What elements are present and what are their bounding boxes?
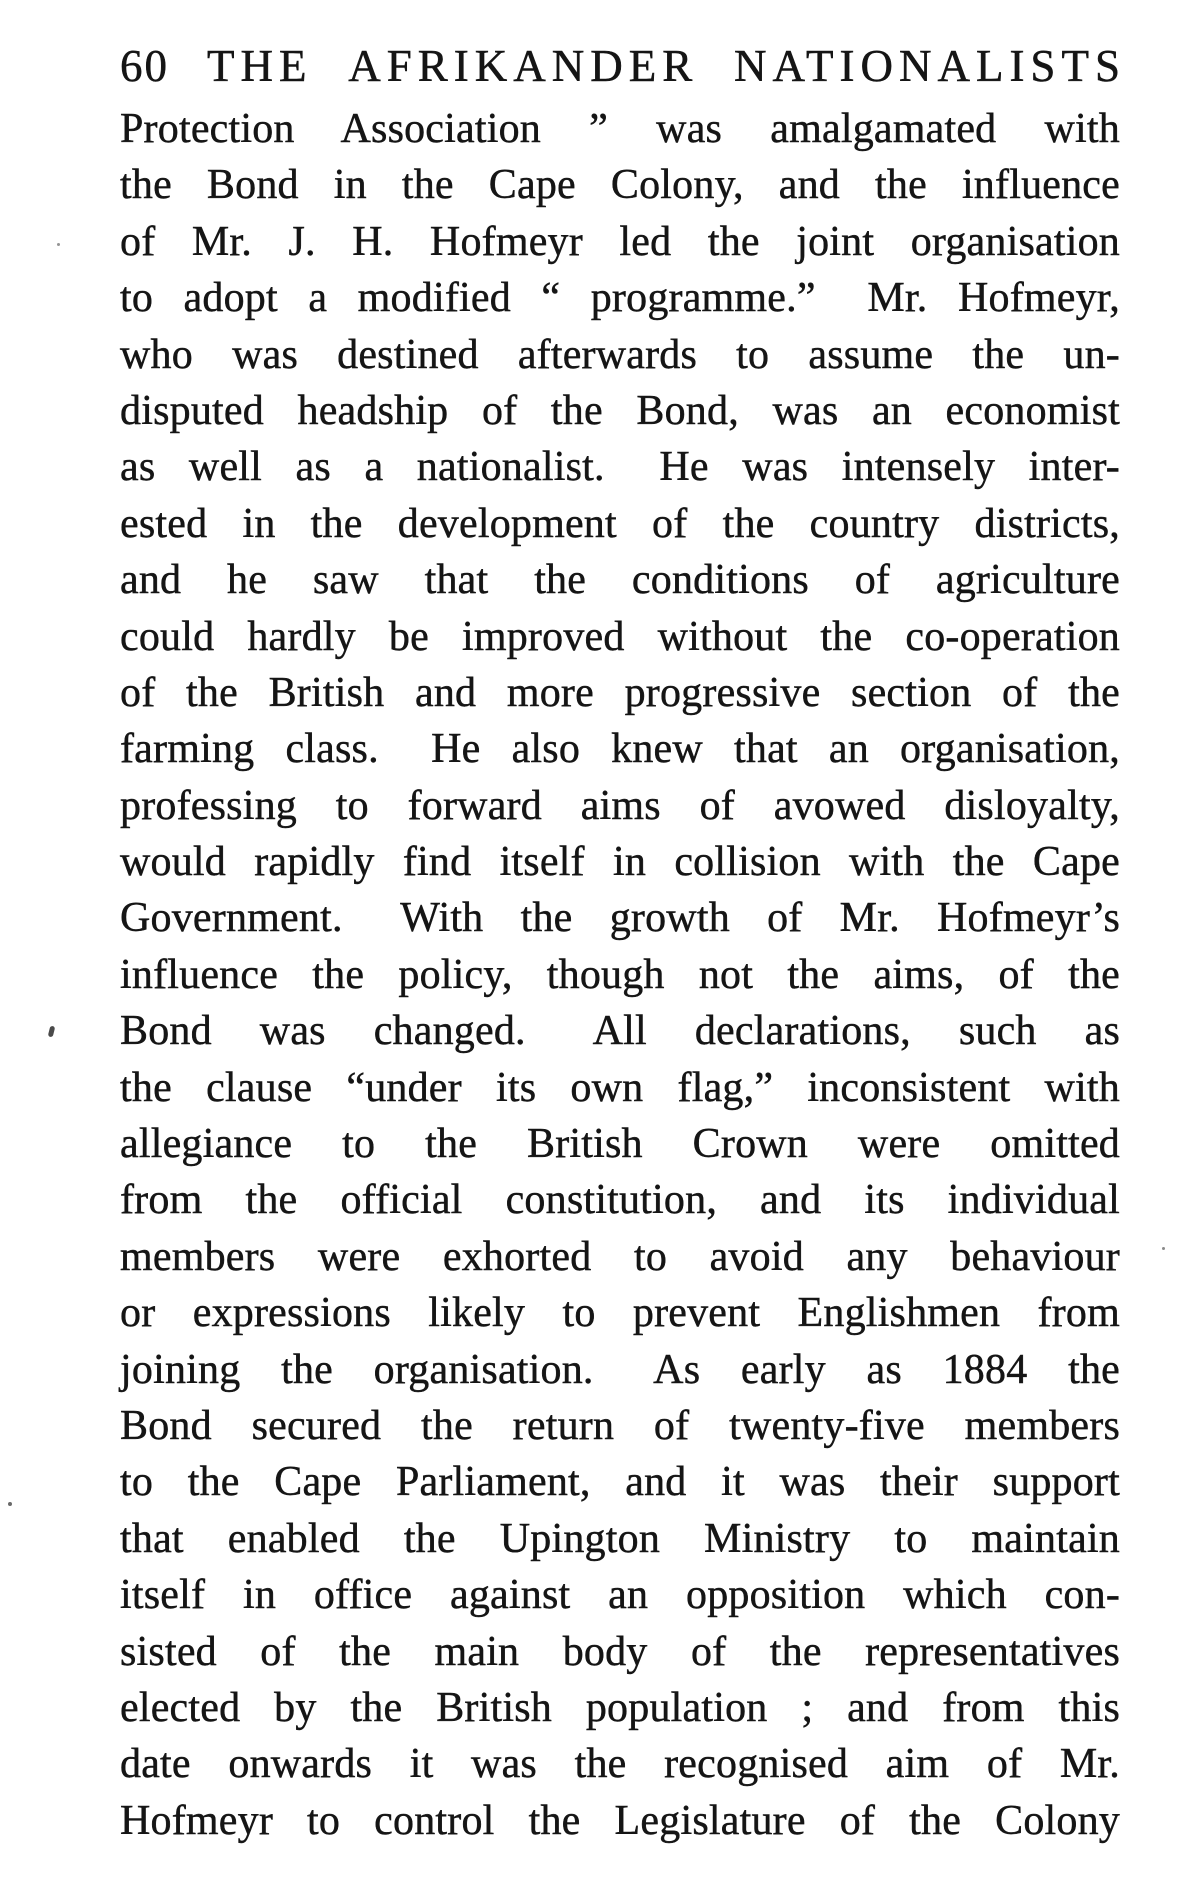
text-line: sisted of the main body of the representatives [120,1628,1120,1675]
text-line: to adopt a modified “ programme.” Mr. Hofmeyr, [120,275,1120,322]
text-line: influence the policy, though not the aims, of the [120,951,1120,998]
text-line: Hofmeyr to control the Legislature of the Colony [120,1797,1120,1844]
text-line: joining the organisation. As early as 1884 the [120,1346,1120,1393]
text-line: professing to forward aims of avowed disloyalty, [120,782,1120,829]
text-line: from the official constitution, and its individual [120,1177,1120,1224]
text-line: to the Cape Parliament, and it was their support [120,1459,1120,1506]
text-line: would rapidly find itself in collision with the Cape [120,839,1120,886]
page-header [120,40,1126,92]
running-title [207,40,1126,92]
text-line: as well as a nationalist. He was intensely inter- [120,444,1120,491]
text-line: the clause “under its own flag,” inconsistent with [120,1064,1120,1111]
text-line: or expressions likely to prevent Englishmen from [120,1290,1120,1337]
text-line: of Mr. J. H. Hofmeyr led the joint organisation [120,218,1120,265]
text-line: ested in the development of the country districts, [120,500,1120,547]
scan-speck [8,1502,12,1506]
page-number: 60 [120,41,169,91]
text-line: disputed headship of the Bond, was an economist [120,387,1120,434]
text-line: itself in office against an opposition which con- [120,1572,1120,1619]
body-text [120,101,1120,1849]
text-line: of the British and more progressive section of the [120,669,1120,716]
text-line: and he saw that the conditions of agriculture [120,557,1120,604]
running-title-word: AFRIKANDER [348,41,699,91]
text-line: elected by the British population ; and from this [120,1684,1120,1731]
text-line: Bond secured the return of twenty-five members [120,1402,1120,1449]
text-line: members were exhorted to avoid any behaviour [120,1233,1120,1280]
text-line: could hardly be improved without the co-operation [120,613,1120,660]
text-line: date onwards it was the recognised aim of Mr. [120,1741,1120,1788]
text-line: who was destined afterwards to assume the un- [120,331,1120,378]
text-line: Protection Association ” was amalgamated with [120,106,1120,152]
text-line: farming class. He also knew that an organisation, [120,726,1120,773]
scan-speck [57,243,60,246]
text-line: Bond was changed. All declarations, such as [120,1008,1120,1055]
running-title-word: THE [207,41,313,91]
text-line: that enabled the Upington Ministry to maintain [120,1515,1120,1562]
text-line: Government. With the growth of Mr. Hofmeyr’s [120,895,1120,942]
scan-speck [48,1026,56,1038]
text-line: the Bond in the Cape Colony, and the influence [120,162,1120,209]
running-title-word: NATIONALISTS [733,41,1126,91]
text-line: allegiance to the British Crown were omitted [120,1121,1120,1168]
scan-speck [1162,1247,1165,1250]
